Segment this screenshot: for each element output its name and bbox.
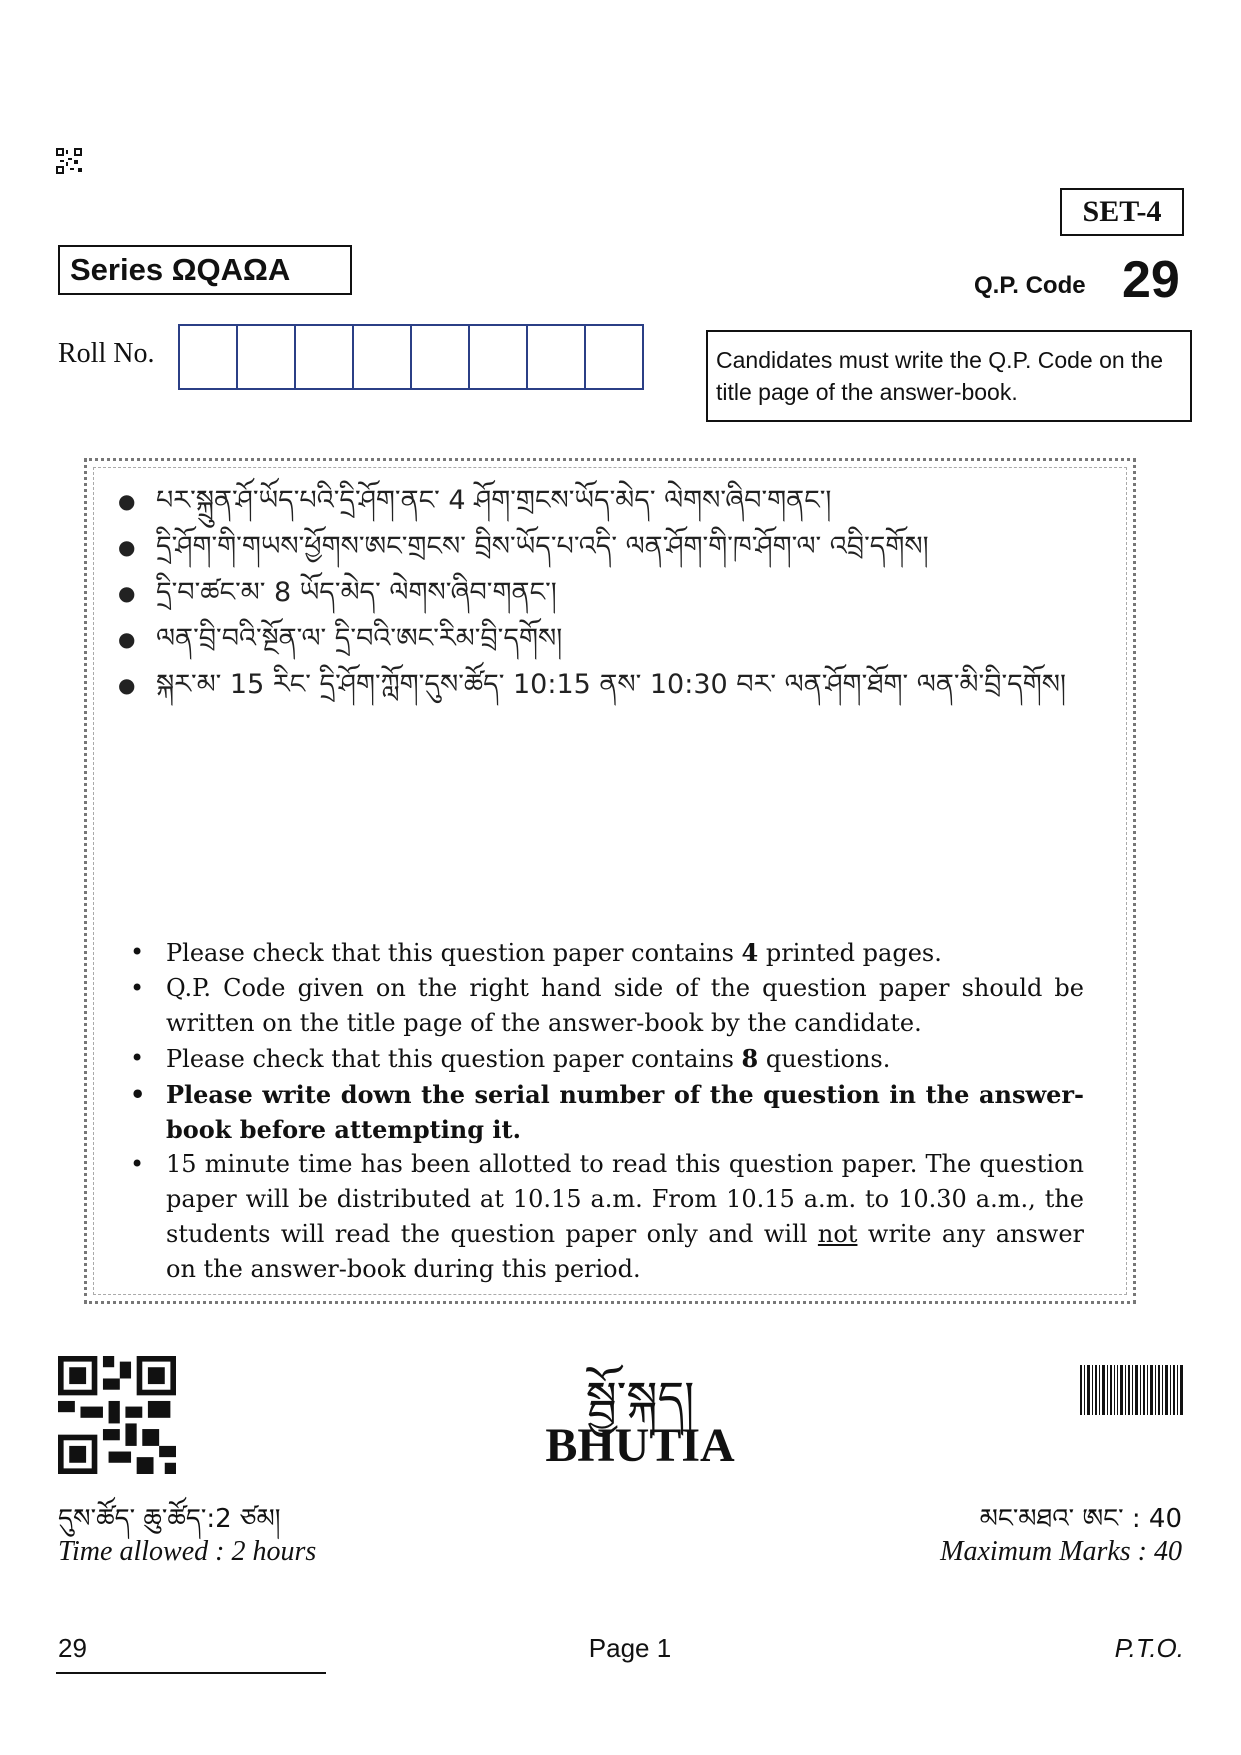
bhutia-instructions-list [118, 482, 1098, 712]
roll-number-cell[interactable] [296, 326, 354, 388]
qp-code-value: 29 [1122, 251, 1180, 309]
roll-number-cell[interactable] [238, 326, 296, 388]
qr-code-small-icon [56, 148, 82, 174]
roll-number-cell[interactable] [470, 326, 528, 388]
please-turn-over: P.T.O. [1114, 1633, 1184, 1663]
roll-number-cell[interactable] [412, 326, 470, 388]
roll-number-cell[interactable] [528, 326, 586, 388]
roll-number-cell[interactable] [180, 326, 238, 388]
maximum-marks-tibetan: མང་མཐའ་ ཨང་ : 40 [979, 1504, 1182, 1534]
bhutia-instruction-item: ● ལན་བྲི་བའི་སྔོན་ལ་ དྲི་བའི་ཨང་རིམ་བྲི་དགོས། [118, 620, 1098, 658]
bhutia-instruction-item: ● སྐར་མ་ 15 རིང་ དྲི་ཤོག་ཀློག་དུས་ཚོད་ 10:15 ནས་ 10:30 བར་ ལན་ཤོག་ཐོག་ ལན་མི་བྲི་དགོས། [118, 666, 1098, 704]
roll-number-cell[interactable] [586, 326, 642, 388]
footer-divider [56, 1672, 326, 1674]
maximum-marks: Maximum Marks : 40 [940, 1536, 1182, 1567]
subject-title: BHUTIA [545, 1419, 735, 1472]
english-instruction-item: • 15 minute time has been allotted to read this question paper. The question paper will be distributed at 10.15 a.m. From 10.15 a.m. to 10.30 a.m., the students will read the question paper only and will not write any answer on the answer-book during this period. [124, 1147, 1084, 1287]
roll-number-label: Roll No. [58, 338, 155, 369]
time-allowed: Time allowed : 2 hours [58, 1536, 317, 1567]
page-number: Page 1 [588, 1633, 672, 1663]
qp-code-label: Q.P. Code [974, 272, 1086, 299]
bhutia-instruction-item: ● པར་སྐྲུན་ཤོ་ཡོད་པའི་དྲི་ཤོག་ནང་ 4 ཤོག་གྲངས་ཡོད་མེད་ ལེགས་ཞིབ་གནང་། [118, 482, 1098, 520]
english-instruction-item: • Please check that this question paper contains 8 questions. [124, 1041, 1084, 1077]
series-label: Series ΩQAΩA [58, 245, 352, 295]
english-instruction-item: • Please check that this question paper contains 4 printed pages. [124, 935, 1084, 971]
roll-number-boxes[interactable] [178, 324, 644, 390]
footer-qp-code: 29 [58, 1633, 87, 1663]
english-instruction-item: • Q.P. Code given on the right hand side of the question paper should be written on the title page of the answer-book by the candidate. [124, 971, 1084, 1041]
bhutia-instruction-item: ● དྲི་བ་ཚང་མ་ 8 ཡོད་མེད་ ལེགས་ཞིབ་གནང་། [118, 574, 1098, 612]
bhutia-instruction-item: ● དྲི་ཤོག་གི་གཡས་ཕྱོགས་ཨང་གྲངས་ བྲིས་ཡོད་པ་འདི་ ལན་ཤོག་གི་ཁ་ཤོག་ལ་ འབྲི་དགོས། [118, 528, 1098, 566]
subject-title-tibetan: སྦྱོ་སྐད། [585, 1371, 695, 1425]
time-allowed-tibetan: དུས་ཚོད་ ཆུ་ཚོད་:2 ཙམ། [58, 1504, 281, 1534]
english-instruction-item: • Please write down the serial number of the question in the answer-book before attempting it. [124, 1077, 1084, 1147]
qr-code-icon [58, 1356, 176, 1474]
english-instructions-list [124, 935, 1084, 1287]
barcode-icon [1080, 1365, 1184, 1415]
candidate-instruction-box: Candidates must write the Q.P. Code on the title page of the answer-book. [706, 330, 1192, 422]
roll-number-cell[interactable] [354, 326, 412, 388]
set-label: SET-4 [1060, 188, 1184, 236]
